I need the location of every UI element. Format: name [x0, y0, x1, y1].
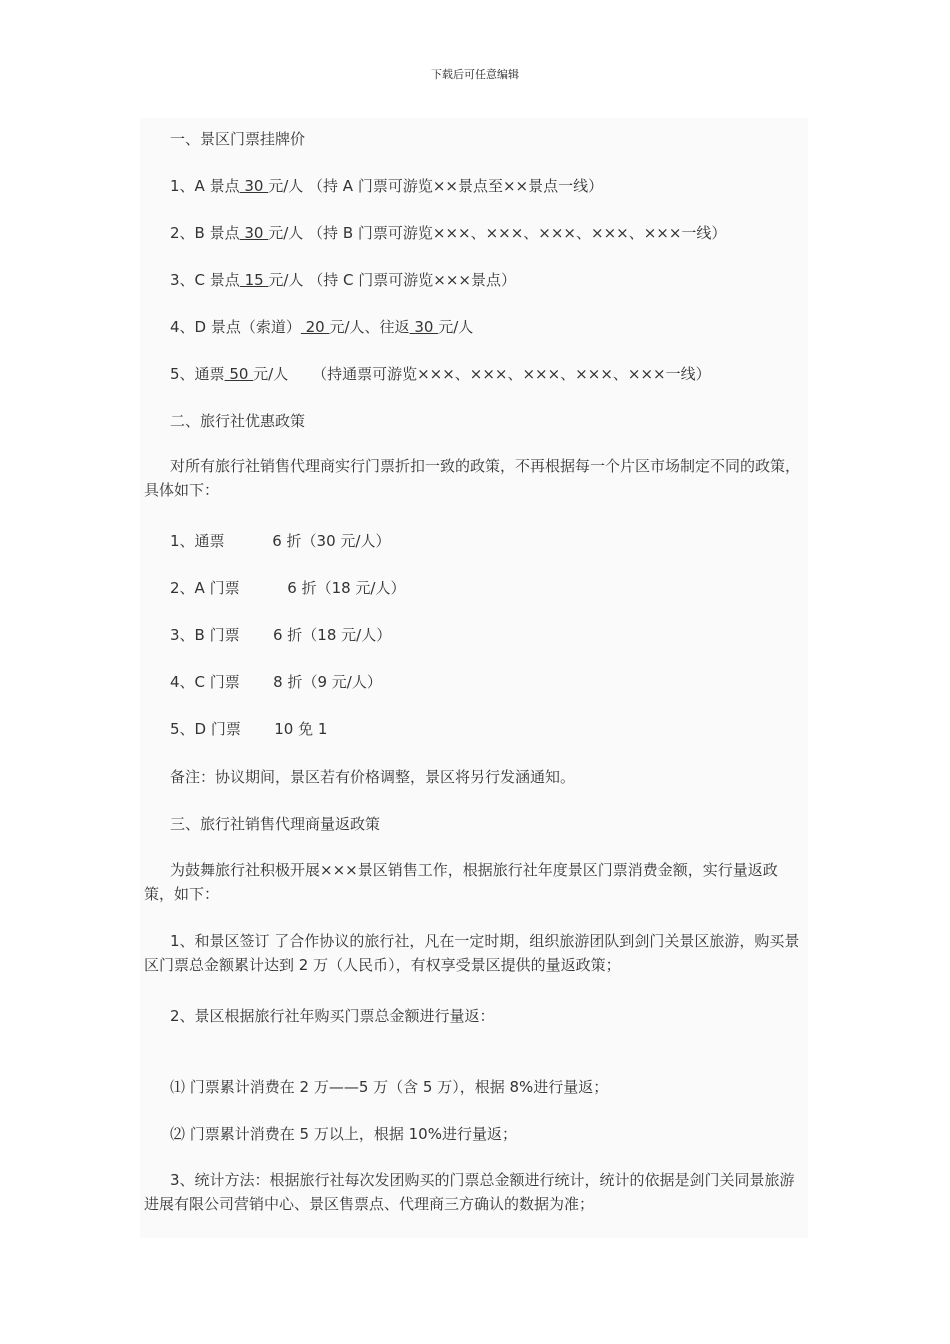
- item-label: 5、通票: [170, 365, 225, 383]
- item-price: 20: [300, 318, 330, 336]
- item-label: 1、A 景点: [170, 177, 240, 195]
- item-desc: 元/人 （持 A 门票可游览××景点至××景点一线）: [268, 177, 604, 195]
- section-3-paragraph-1: 1、和景区签订 了合作协议的旅行社，凡在一定时期，组织旅游团队到剑门关景区旅游，购买景区门票总金额累计达到 2 万（人民币），有权享受景区提供的量返政策；: [144, 932, 800, 974]
- price-item-d: [170, 316, 473, 337]
- item-desc: 元/人 （持 C 门票可游览×××景点）: [268, 271, 516, 289]
- item-desc: 元/人 （持通票可游览×××、×××、×××、×××、×××一线）: [253, 365, 711, 383]
- item-price: 50: [224, 365, 254, 383]
- discount-item: 1、通票 6 折（30 元/人）: [170, 532, 391, 550]
- item-label: 4、D 景点（索道）: [170, 318, 301, 336]
- section-2-intro: 对所有旅行社销售代理商实行门票折扣一致的政策，不再根据每一个片区市场制定不同的政策，具体如下：: [144, 457, 801, 499]
- item-price: 30: [239, 224, 269, 242]
- item-desc: 元/人、往返: [329, 318, 410, 336]
- section-3-intro: 为鼓舞旅行社积极开展×××景区销售工作，根据旅行社年度景区门票消费金额，实行量返政策，如下：: [144, 861, 778, 903]
- section-3-title: 三、旅行社销售代理商量返政策: [170, 815, 381, 833]
- discount-item: 3、B 门票 6 折（18 元/人）: [170, 626, 392, 644]
- section-2-title: 二、旅行社优惠政策: [170, 412, 306, 430]
- discount-item: 2、A 门票 6 折（18 元/人）: [170, 579, 406, 597]
- section-3-paragraph-2: 2、景区根据旅行社年购买门票总金额进行量返：: [170, 1007, 495, 1025]
- price-item-pass: [170, 363, 711, 384]
- item-label: 3、C 景点: [170, 271, 240, 289]
- price-item-c: [170, 269, 516, 290]
- page-header: 下载后可任意编辑: [431, 68, 519, 81]
- item-price: 15: [239, 271, 269, 289]
- section-1-title: 一、景区门票挂牌价: [170, 130, 306, 148]
- discount-item: 4、C 门票 8 折（9 元/人）: [170, 673, 382, 691]
- item-desc-2: 元/人: [438, 318, 474, 336]
- item-desc: 元/人 （持 B 门票可游览×××、×××、×××、×××、×××一线）: [268, 224, 727, 242]
- document-body: [140, 118, 808, 1238]
- price-item-b: [170, 222, 726, 243]
- discount-item: 5、D 门票 10 免 1: [170, 720, 328, 738]
- price-item-a: [170, 175, 603, 196]
- section-3-paragraph-3: 3、统计方法：根据旅行社每次发团购买的门票总金额进行统计，统计的依据是剑门关同景旅游进展有限公司营销中心、景区售票点、代理商三方确认的数据为准；: [144, 1171, 795, 1213]
- rebate-rule-1: ⑴ 门票累计消费在 2 万——5 万（含 5 万），根据 8%进行量返；: [170, 1078, 609, 1096]
- section-2-note: 备注：协议期间，景区若有价格调整，景区将另行发涵通知。: [170, 768, 576, 786]
- item-label: 2、B 景点: [170, 224, 240, 242]
- item-price: 30: [239, 177, 269, 195]
- rebate-rule-2: ⑵ 门票累计消费在 5 万以上，根据 10%进行量返；: [170, 1125, 517, 1143]
- item-price-return: 30: [409, 318, 439, 336]
